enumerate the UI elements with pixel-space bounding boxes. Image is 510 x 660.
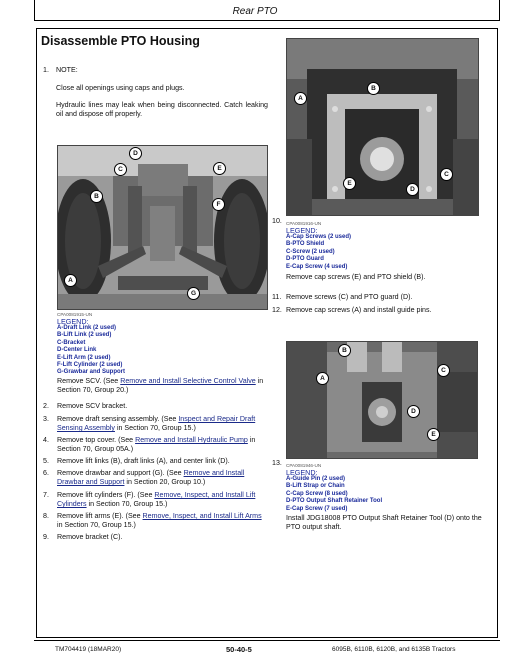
figure-id: CPA0081946-UN <box>286 463 322 468</box>
footer-doc-id: TM704419 (18MAR20) <box>55 646 122 653</box>
figure-id: CPA0081915-UN <box>57 312 93 317</box>
legend-heading: LEGEND: <box>57 317 89 326</box>
step-text: Remove cap screws (A) and install guide pins. <box>286 306 432 314</box>
text-segment: in Section 20, Group 10.) <box>124 478 206 487</box>
legend-item: E-Lift Arm (2 used) <box>57 354 111 361</box>
callout-d: D <box>407 405 420 418</box>
step-text <box>57 402 269 411</box>
callout-b: B <box>90 190 103 203</box>
figure-id: CPA0081916-UN <box>286 221 322 226</box>
tractor-rear-illustration <box>58 146 267 309</box>
step-number: 6. <box>43 469 49 477</box>
link-lift-arms[interactable]: Remove, Inspect, and Install Lift Arms <box>142 512 262 520</box>
step-number: 11. <box>272 293 282 301</box>
callout-e: E <box>213 162 226 175</box>
callout-d: D <box>129 147 142 160</box>
callout-e: E <box>343 177 356 190</box>
step-number: 2. <box>43 402 49 410</box>
step-number: 9. <box>43 533 49 541</box>
section-title: Disassemble PTO Housing <box>41 34 200 48</box>
text-segment: Remove draft sensing assembly. (See <box>57 415 179 423</box>
legend-item: A-Cap Screws (2 used) <box>286 234 352 240</box>
text-segment: in Section 70, Group 20.) <box>57 377 264 395</box>
legend-item: B-Lift Link (2 used) <box>57 332 112 339</box>
callout-c: C <box>440 168 453 181</box>
step-text: Remove cap screws (E) and PTO shield (B). <box>286 273 426 281</box>
legend-item: F-Lift Cylinder (2 used) <box>57 362 123 368</box>
text-segment: Remove lift cylinders (F). (See <box>57 491 155 499</box>
legend-item: C-Screw (2 used) <box>286 248 335 255</box>
step-text: Install JDG18008 PTO Output Shaft Retainer Tool (D) onto the PTO output shaft. <box>286 514 482 532</box>
callout-b: B <box>338 344 351 357</box>
step-text <box>57 491 269 509</box>
header-rule <box>34 20 500 21</box>
legend-item: G-Grawbar and Support <box>57 369 126 376</box>
retainer-tool-illustration <box>287 342 477 458</box>
callout-a: A <box>294 92 307 105</box>
page-header: Rear PTO <box>232 6 278 17</box>
callout-g: G <box>187 287 200 300</box>
text-segment: Remove bracket (C). <box>57 533 123 541</box>
legend-item: E-Cap Screw (4 used) <box>286 263 348 270</box>
legend-heading: LEGEND: <box>286 226 318 235</box>
step-number: 3. <box>43 415 49 423</box>
page-number: 50-40-5 <box>226 645 252 654</box>
footer-model: 6095B, 6110B, 6120B, and 6135B Tractors <box>332 646 456 653</box>
legend-item: C-Cap Screw (8 used) <box>286 490 348 497</box>
note-paragraph: Close all openings using caps and plugs. <box>56 84 185 92</box>
callout-e: E <box>427 428 440 441</box>
text-segment: in Section 70, Group 15.) <box>57 521 136 530</box>
step-text <box>57 512 269 530</box>
note-paragraph: Hydraulic lines may leak when being disconnected. Catch leaking oil and dispose off properly. <box>56 101 268 119</box>
link-remove-install-scv[interactable]: Remove and Install Selective Control Valve <box>120 377 256 385</box>
step-text <box>57 533 269 542</box>
legend-item: D-PTO Output Shaft Retainer Tool <box>286 498 383 505</box>
legend-item: E-Cap Screw (7 used) <box>286 505 348 512</box>
step-text <box>57 457 269 466</box>
step-number: 5. <box>43 457 49 465</box>
step-number: 1. <box>43 66 49 74</box>
legend-item: A-Draft Link (2 used) <box>57 325 117 331</box>
step-number: 12. <box>272 306 282 314</box>
note-label: NOTE: <box>56 66 78 74</box>
legend-item: B-Lift Strap or Chain <box>286 483 345 490</box>
text-segment: Remove drawbar and support (G). (See <box>57 469 184 477</box>
link-lift-cylinders[interactable]: Remove, Inspect, and Install Lift Cylinders <box>57 491 256 509</box>
pto-shield-illustration <box>287 39 478 215</box>
step-number: 13. <box>272 459 282 467</box>
step-number: 4. <box>43 436 49 444</box>
text-segment: in Section 70, Group 05A.) <box>57 436 256 454</box>
footer-rule <box>34 640 500 641</box>
step-number: 8. <box>43 512 49 520</box>
callout-b: B <box>367 82 380 95</box>
link-hydraulic-pump[interactable]: Remove and Install Hydraulic Pump <box>135 436 248 444</box>
callout-f: F <box>212 198 225 211</box>
text-segment: Remove SCV. (See <box>57 377 121 385</box>
step-text <box>57 436 269 454</box>
callout-c: C <box>114 163 127 176</box>
legend-heading: LEGEND: <box>286 468 318 477</box>
tractor-rear-photo <box>57 145 268 310</box>
callout-a: A <box>316 372 329 385</box>
text-segment: Remove lift arms (E). (See <box>57 512 143 520</box>
remove-scv-text <box>57 377 269 395</box>
step-number: 7. <box>43 491 49 499</box>
callout-a: A <box>64 274 77 287</box>
callout-d: D <box>406 183 419 196</box>
legend-item: C-Bracket <box>57 339 86 346</box>
step-text: Remove screws (C) and PTO guard (D). <box>286 293 413 301</box>
step-text <box>57 469 269 487</box>
text-segment: in Section 70, Group 15.) <box>114 424 196 433</box>
text-segment: Remove lift links (B), draft links (A), and center link (D). <box>57 457 230 465</box>
text-segment: in Section 70, Group 15.) <box>86 500 168 509</box>
step-number: 10. <box>272 217 282 225</box>
text-segment: Remove top cover. (See <box>57 436 136 444</box>
legend-item: D-PTO Guard <box>286 256 324 263</box>
legend-item: B-PTO Shield <box>286 241 325 248</box>
callout-c: C <box>437 364 450 377</box>
link-draft-sensing[interactable]: Inspect and Repair Draft Sensing Assembly <box>57 415 256 433</box>
link-drawbar-support[interactable]: Remove and Install Drawbar and Support <box>57 469 245 487</box>
retainer-tool-photo <box>286 341 478 459</box>
legend-item: D-Center Link <box>57 347 97 354</box>
step-text <box>57 415 269 433</box>
pto-shield-photo <box>286 38 479 216</box>
legend-item: A-Guide Pin (2 used) <box>286 476 346 482</box>
text-segment: Remove SCV bracket. <box>57 402 128 410</box>
